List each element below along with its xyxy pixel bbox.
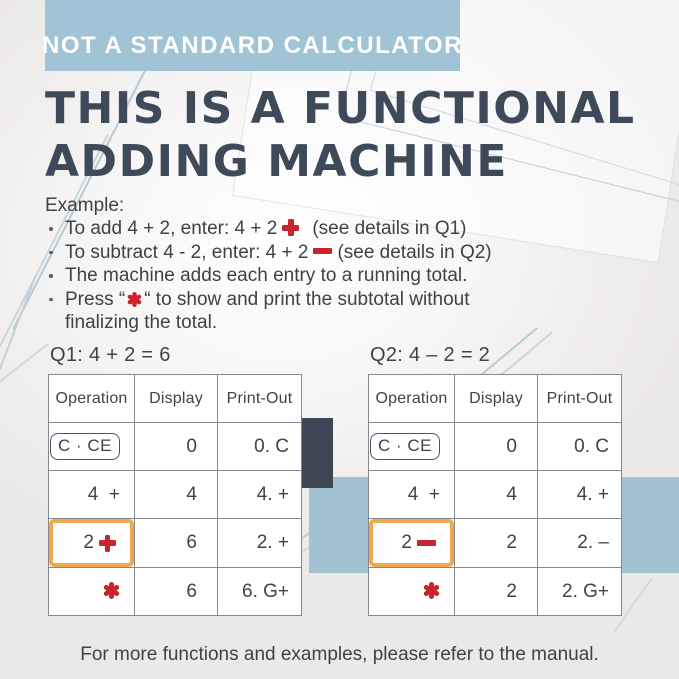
plus-icon bbox=[282, 219, 299, 236]
q1-operation-table bbox=[48, 374, 302, 616]
printout-cell: 0. C bbox=[538, 423, 622, 471]
bullet-dot bbox=[49, 298, 53, 302]
printout-cell: 6. G+ bbox=[218, 568, 302, 616]
table-header-row bbox=[369, 375, 622, 423]
column-header-display: Display bbox=[135, 375, 218, 423]
bullet-text: To subtract 4 - 2, enter: 4 + 2 bbox=[65, 241, 309, 263]
banner-label: NOT A STANDARD CALCULATOR bbox=[41, 32, 464, 59]
display-cell: 0 bbox=[135, 423, 218, 471]
printout-cell: 2. – bbox=[538, 519, 622, 568]
example-section bbox=[45, 194, 492, 334]
dark-block-decoration bbox=[299, 418, 333, 488]
display-cell: 6 bbox=[135, 519, 218, 568]
heading-line-1: THIS IS A FUNCTIONAL bbox=[45, 83, 636, 134]
display-cell: 0 bbox=[455, 423, 538, 471]
display-cell: 2 bbox=[455, 519, 538, 568]
table-header-row bbox=[49, 375, 302, 423]
display-cell: 2 bbox=[455, 568, 538, 616]
operation-cell bbox=[49, 423, 135, 471]
highlight-box bbox=[49, 519, 134, 567]
printout-cell: 4. + bbox=[218, 471, 302, 519]
bullet-text: Press “ bbox=[65, 288, 126, 310]
bullet-text: (see details in Q2) bbox=[337, 241, 492, 263]
c-ce-key: C · CE bbox=[370, 433, 440, 460]
printout-cell: 2. + bbox=[218, 519, 302, 568]
example-bullet-list bbox=[45, 217, 492, 334]
bullet-text: “ to show and print the subtotal without bbox=[144, 288, 470, 310]
heading-line-2: ADDING MACHINE bbox=[45, 136, 508, 187]
bullet-text: To add 4 + 2, enter: 4 + 2 bbox=[65, 218, 278, 240]
operation-cell: 4 + bbox=[49, 471, 135, 519]
c-ce-key: C · CE bbox=[50, 433, 120, 460]
column-header-printout: Print-Out bbox=[538, 375, 622, 423]
bullet-text: finalizing the total. bbox=[65, 312, 218, 334]
minus-icon bbox=[313, 248, 332, 254]
plus-icon bbox=[99, 535, 116, 552]
operation-cell bbox=[369, 423, 455, 471]
q1-title: Q1: 4 + 2 = 6 bbox=[50, 344, 171, 366]
table-row bbox=[369, 423, 622, 471]
q1-table-section bbox=[48, 344, 302, 616]
bullet-text: The machine adds each entry to a running total. bbox=[65, 265, 468, 287]
asterisk-icon bbox=[423, 582, 440, 599]
table-row bbox=[49, 423, 302, 471]
display-cell: 6 bbox=[135, 568, 218, 616]
operation-cell bbox=[49, 519, 135, 568]
column-header-operation: Operation bbox=[369, 375, 455, 423]
column-header-display: Display bbox=[455, 375, 538, 423]
asterisk-icon bbox=[103, 582, 120, 599]
display-cell: 4 bbox=[135, 471, 218, 519]
operation-cell bbox=[49, 568, 135, 616]
bullet-subtract-example bbox=[45, 241, 492, 264]
bullet-dot bbox=[49, 251, 53, 255]
highlight-box bbox=[369, 519, 454, 567]
bullet-add-example bbox=[45, 217, 492, 240]
footer-note: For more functions and examples, please refer to the manual. bbox=[80, 644, 599, 665]
bullet-text: (see details in Q1) bbox=[312, 218, 467, 240]
q2-operation-table bbox=[368, 374, 622, 616]
operation-cell bbox=[369, 568, 455, 616]
table-row bbox=[369, 519, 622, 568]
q2-table-section bbox=[368, 344, 622, 616]
operation-value: 2 bbox=[83, 532, 94, 553]
main-heading bbox=[45, 82, 636, 188]
bullet-dot bbox=[49, 274, 53, 278]
table-row bbox=[369, 471, 622, 519]
table-row bbox=[49, 568, 302, 616]
printout-cell: 2. G+ bbox=[538, 568, 622, 616]
q2-title: Q2: 4 – 2 = 2 bbox=[370, 344, 491, 366]
operation-value: 2 bbox=[401, 532, 412, 553]
table-row bbox=[369, 568, 622, 616]
asterisk-icon bbox=[127, 292, 142, 307]
operation-cell bbox=[369, 519, 455, 568]
bullet-subtotal bbox=[45, 288, 492, 311]
bullet-running-total bbox=[45, 264, 492, 287]
display-cell: 4 bbox=[455, 471, 538, 519]
bullet-dot bbox=[49, 227, 53, 231]
printout-cell: 4. + bbox=[538, 471, 622, 519]
printout-cell: 0. C bbox=[218, 423, 302, 471]
column-header-printout: Print-Out bbox=[218, 375, 302, 423]
table-row bbox=[49, 519, 302, 568]
minus-icon bbox=[417, 540, 436, 546]
operation-cell: 4 + bbox=[369, 471, 455, 519]
bullet-continuation bbox=[45, 311, 492, 334]
column-header-operation: Operation bbox=[49, 375, 135, 423]
example-intro: Example: bbox=[45, 195, 125, 216]
top-banner bbox=[41, 0, 464, 71]
table-row bbox=[49, 471, 302, 519]
